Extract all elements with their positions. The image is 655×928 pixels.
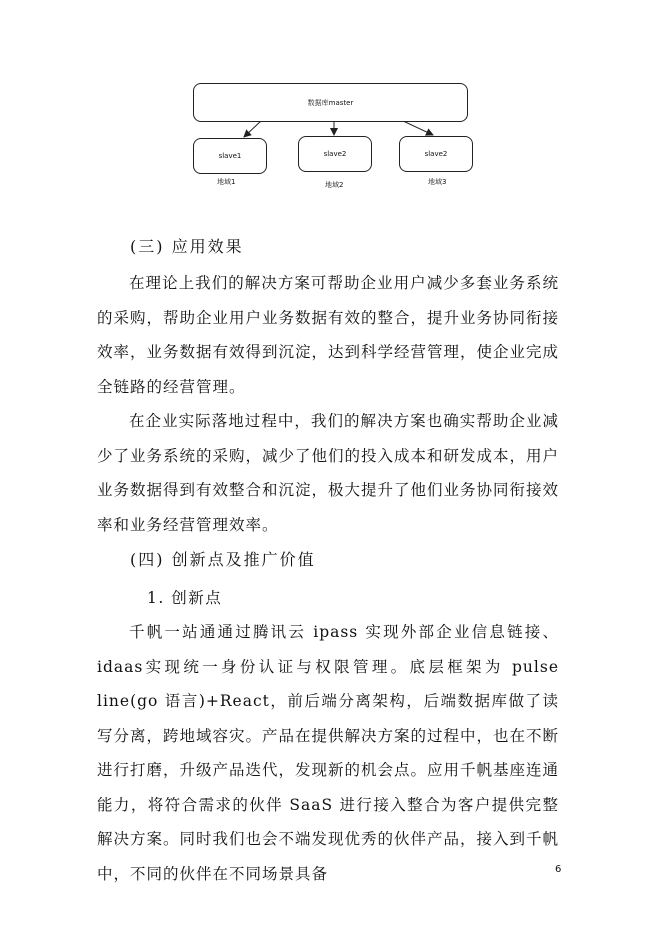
slave-box-2: [298, 136, 372, 172]
slave-label-2: slave2: [323, 150, 347, 158]
region-label-2: 地域2: [325, 181, 344, 189]
master-db-label: 数据库master: [307, 98, 354, 107]
region-label-3: 地域3: [428, 178, 447, 186]
region-label-1: 地域1: [217, 178, 236, 186]
section3-paragraph-2: 在企业实际落地过程中，我们的解决方案也确实帮助企业减少了业务系统的采购，减少了他们的投入成本和研发成本，用户业务数据得到有效整合和沉淀，极大提升了他们业务协同衔接效率和业务经营管理效率。: [97, 412, 560, 534]
section4-heading: (四) 创新点及推广价值: [130, 550, 316, 569]
page-number: 6: [555, 864, 562, 875]
slave-box-1: [193, 138, 267, 174]
section3-paragraph-1: 在理论上我们的解决方案可帮助企业用户减少多套业务系统的采购，帮助企业用户业务数据有效的整合，提升业务协同衔接效率，业务数据有效得到沉淀，达到科学经营管理，使企业完成全链路的经营管理。: [97, 274, 560, 396]
slave-box-3: [399, 136, 473, 172]
architecture-diagram: [0, 0, 655, 200]
section3-heading: (三) 应用效果: [130, 237, 244, 256]
innovation-subheading: 1. 创新点: [147, 589, 223, 607]
arrow-to-slave3: [401, 120, 433, 135]
innovation-paragraph: 千帆一站通通过腾讯云 ipass 实现外部企业信息链接、idaas实现统一身份认证与权限管理。底层框架为 pulse line(go 语言)+React，前后端分离架构，后端数据库做了读写分离，跨地域容灾。产品在提供解决方案的过程中，也在不断进行打磨，升级产品迭代，发现新的机会点。应用千帆基座连通能力，将符合需求的伙伴 SaaS 进行接入整合为客户提供完整解决方案。同时我们也会不端发现优秀的伙伴产品，接入到千帆中，不同的伙伴在不同场景具备: [97, 623, 560, 883]
master-db-box: [193, 83, 468, 122]
slave-label-1: slave1: [218, 152, 242, 160]
arrow-to-slave1: [244, 120, 262, 137]
slave-label-3: slave2: [424, 150, 448, 158]
